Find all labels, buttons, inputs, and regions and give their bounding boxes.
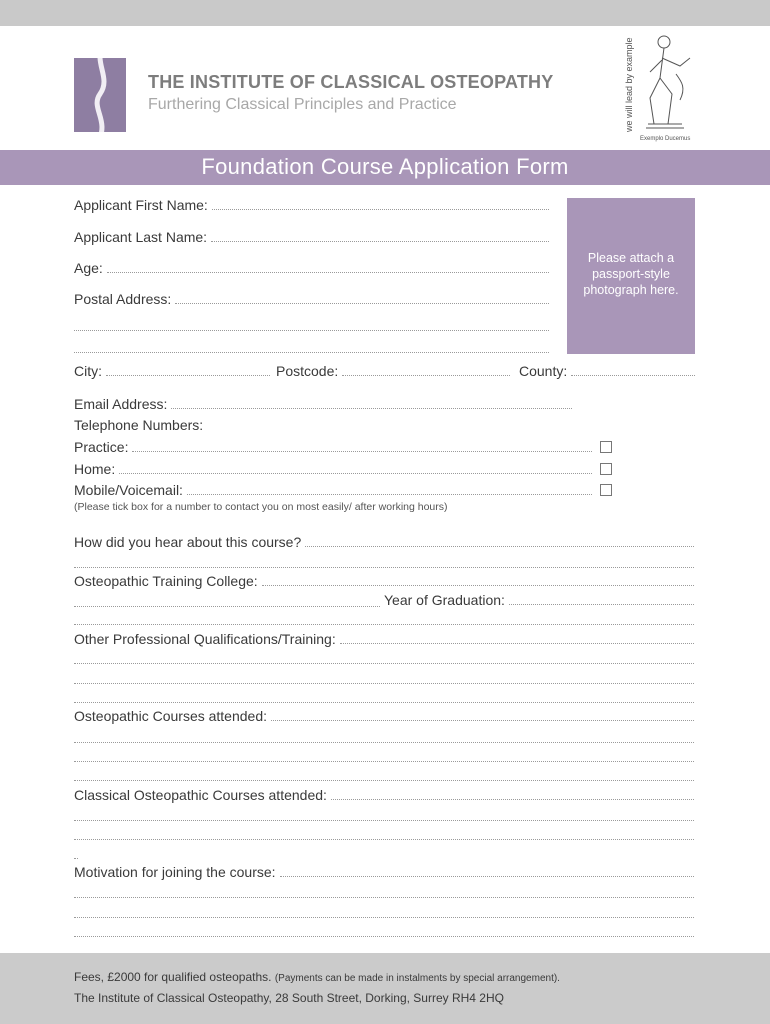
emblem-motto: we will lead by example: [624, 37, 634, 132]
motivation-line-3[interactable]: [74, 917, 694, 918]
hear-about-field[interactable]: How did you hear about this course?: [74, 534, 694, 550]
training-college-line-2[interactable]: [74, 606, 380, 607]
classical-courses-line-3[interactable]: [74, 839, 694, 840]
practice-phone-field[interactable]: Practice:: [74, 439, 592, 455]
footer-bar: [0, 953, 770, 1024]
email-field[interactable]: Email Address:: [74, 396, 572, 412]
hear-about-line-2[interactable]: [74, 567, 694, 568]
institute-address: The Institute of Classical Osteopathy, 28 South Street, Dorking, Surrey RH4 2HQ: [74, 991, 504, 1005]
home-checkbox[interactable]: [600, 463, 612, 475]
other-qualifications-line-4[interactable]: [74, 702, 694, 703]
mobile-checkbox[interactable]: [600, 484, 612, 496]
training-college-line-3[interactable]: [74, 624, 694, 625]
city-field[interactable]: City:: [74, 363, 270, 379]
training-college-field[interactable]: Osteopathic Training College:: [74, 573, 694, 589]
form-title: Foundation Course Application Form: [201, 154, 569, 179]
institute-logo: [74, 58, 126, 132]
telephone-heading: Telephone Numbers:: [74, 417, 204, 433]
postal-address-field[interactable]: Postal Address:: [74, 291, 549, 307]
org-title: THE INSTITUTE OF CLASSICAL OSTEOPATHY: [148, 72, 554, 92]
tick-note: (Please tick box for a number to contact you on most easily/ after working hours): [74, 501, 448, 513]
osteopathic-courses-field[interactable]: Osteopathic Courses attended:: [74, 708, 694, 724]
other-qualifications-field[interactable]: Other Professional Qualifications/Training:: [74, 631, 694, 647]
osteopathic-courses-line-4[interactable]: [74, 780, 694, 781]
other-qualifications-line-2[interactable]: [74, 663, 694, 664]
county-field[interactable]: County:: [519, 363, 695, 379]
motivation-line-2[interactable]: [74, 897, 694, 898]
age-field[interactable]: Age:: [74, 260, 549, 276]
home-phone-field[interactable]: Home:: [74, 461, 592, 477]
graduation-year-field[interactable]: Year of Graduation:: [384, 592, 694, 608]
postal-address-line-2[interactable]: [74, 330, 549, 331]
other-qualifications-line-3[interactable]: [74, 683, 694, 684]
first-name-field[interactable]: Applicant First Name:: [74, 197, 549, 213]
motivation-field[interactable]: Motivation for joining the course:: [74, 864, 694, 880]
emblem-caption: Exemplo Ducemus: [640, 136, 691, 142]
practice-checkbox[interactable]: [600, 441, 612, 453]
photo-placeholder: Please attach a passport-style photograph here.: [567, 198, 695, 354]
top-bar: [0, 0, 770, 26]
classical-courses-line-4[interactable]: [74, 858, 78, 859]
classical-courses-field[interactable]: Classical Osteopathic Courses attended:: [74, 787, 694, 803]
fees-text: Fees, £2000 for qualified osteopaths. (Payments can be made in instalments by special arrangement).: [74, 970, 560, 984]
mobile-phone-field[interactable]: Mobile/Voicemail:: [74, 482, 592, 498]
org-subtitle: Furthering Classical Principles and Practice: [148, 96, 457, 113]
postal-address-line-3[interactable]: [74, 352, 549, 353]
title-banner: [0, 150, 770, 185]
motivation-line-4[interactable]: [74, 936, 694, 937]
osteopathic-courses-line-2[interactable]: [74, 742, 694, 743]
last-name-field[interactable]: Applicant Last Name:: [74, 229, 549, 245]
postcode-field[interactable]: Postcode:: [276, 363, 510, 379]
osteopathic-courses-line-3[interactable]: [74, 761, 694, 762]
classical-courses-line-2[interactable]: [74, 820, 694, 821]
fees-note: (Payments can be made in instalments by special arrangement).: [274, 973, 560, 984]
